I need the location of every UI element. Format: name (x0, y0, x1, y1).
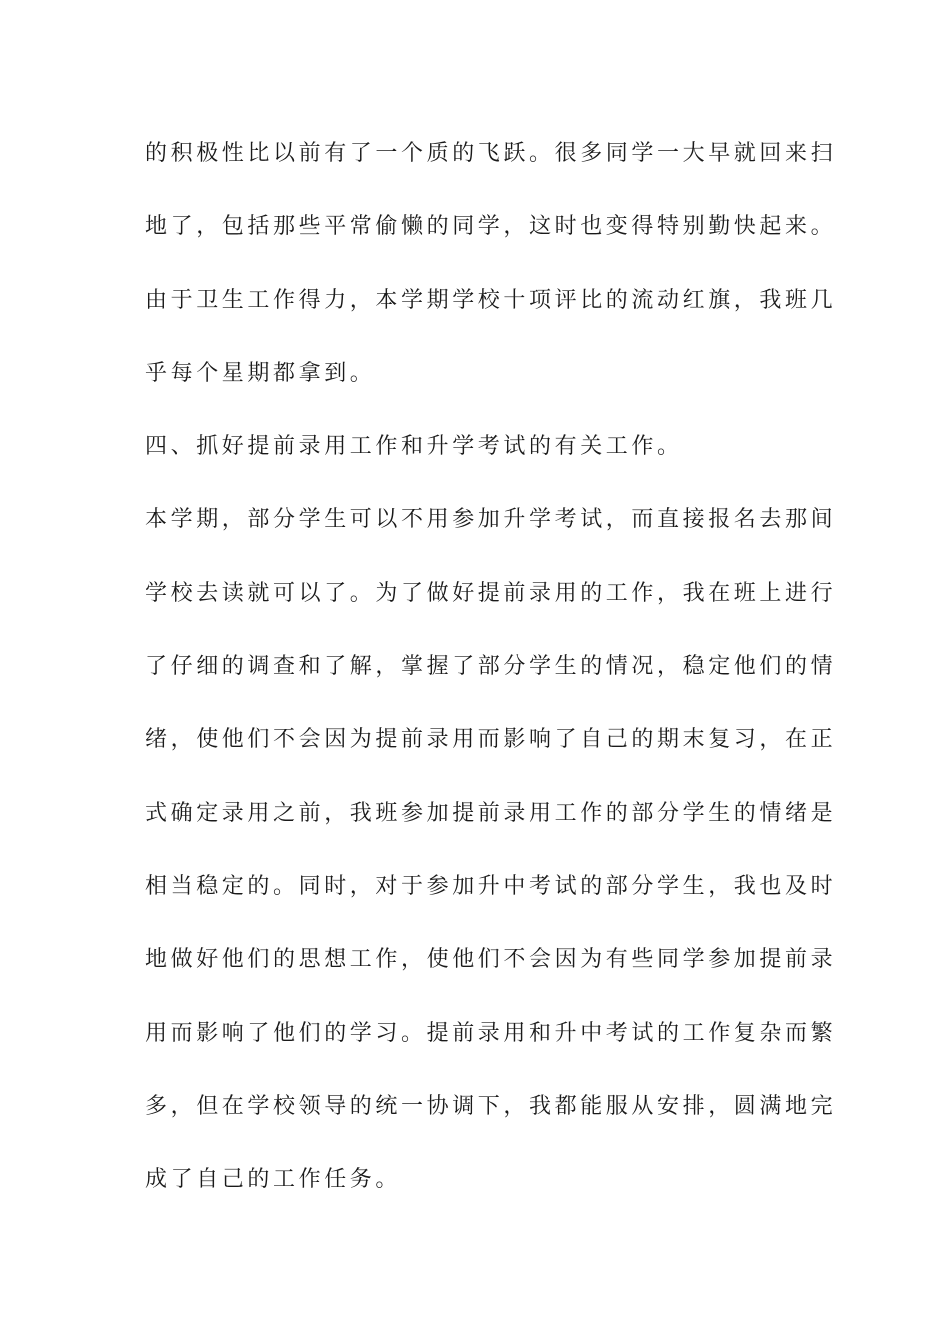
text-line-14: 多，但在学校领导的统一协调下，我都能服从安排，圆满地完 (145, 1093, 837, 1119)
text-line-9: 绪，使他们不会因为提前录用而影响了自己的期末复习，在正 (145, 727, 837, 753)
text-line-15: 成了自己的工作任务。 (145, 1167, 402, 1193)
text-line-13: 用而影响了他们的学习。提前录用和升中考试的工作复杂而繁 (145, 1020, 837, 1046)
text-line-3: 由于卫生工作得力，本学期学校十项评比的流动红旗，我班几 (145, 287, 837, 313)
section-heading: 四、抓好提前录用工作和升学考试的有关工作。 (145, 434, 683, 460)
body-text (145, 131, 837, 1230)
text-line-11: 相当稳定的。同时，对于参加升中考试的部分学生，我也及时 (145, 873, 837, 899)
text-line-10: 式确定录用之前，我班参加提前录用工作的部分学生的情绪是 (145, 800, 837, 826)
text-line-12: 地做好他们的思想工作，使他们不会因为有些同学参加提前录 (145, 947, 837, 973)
text-line-4: 乎每个星期都拿到。 (145, 360, 376, 386)
text-line-2: 地了，包括那些平常偷懒的同学，这时也变得特别勤快起来。 (145, 214, 837, 240)
text-line-8: 了仔细的调查和了解，掌握了部分学生的情况，稳定他们的情 (145, 654, 837, 680)
text-line-7: 学校去读就可以了。为了做好提前录用的工作，我在班上进行 (145, 580, 837, 606)
text-line-1: 的积极性比以前有了一个质的飞跃。很多同学一大早就回来扫 (145, 141, 837, 166)
text-line-6: 本学期，部分学生可以不用参加升学考试，而直接报名去那间 (145, 507, 837, 533)
